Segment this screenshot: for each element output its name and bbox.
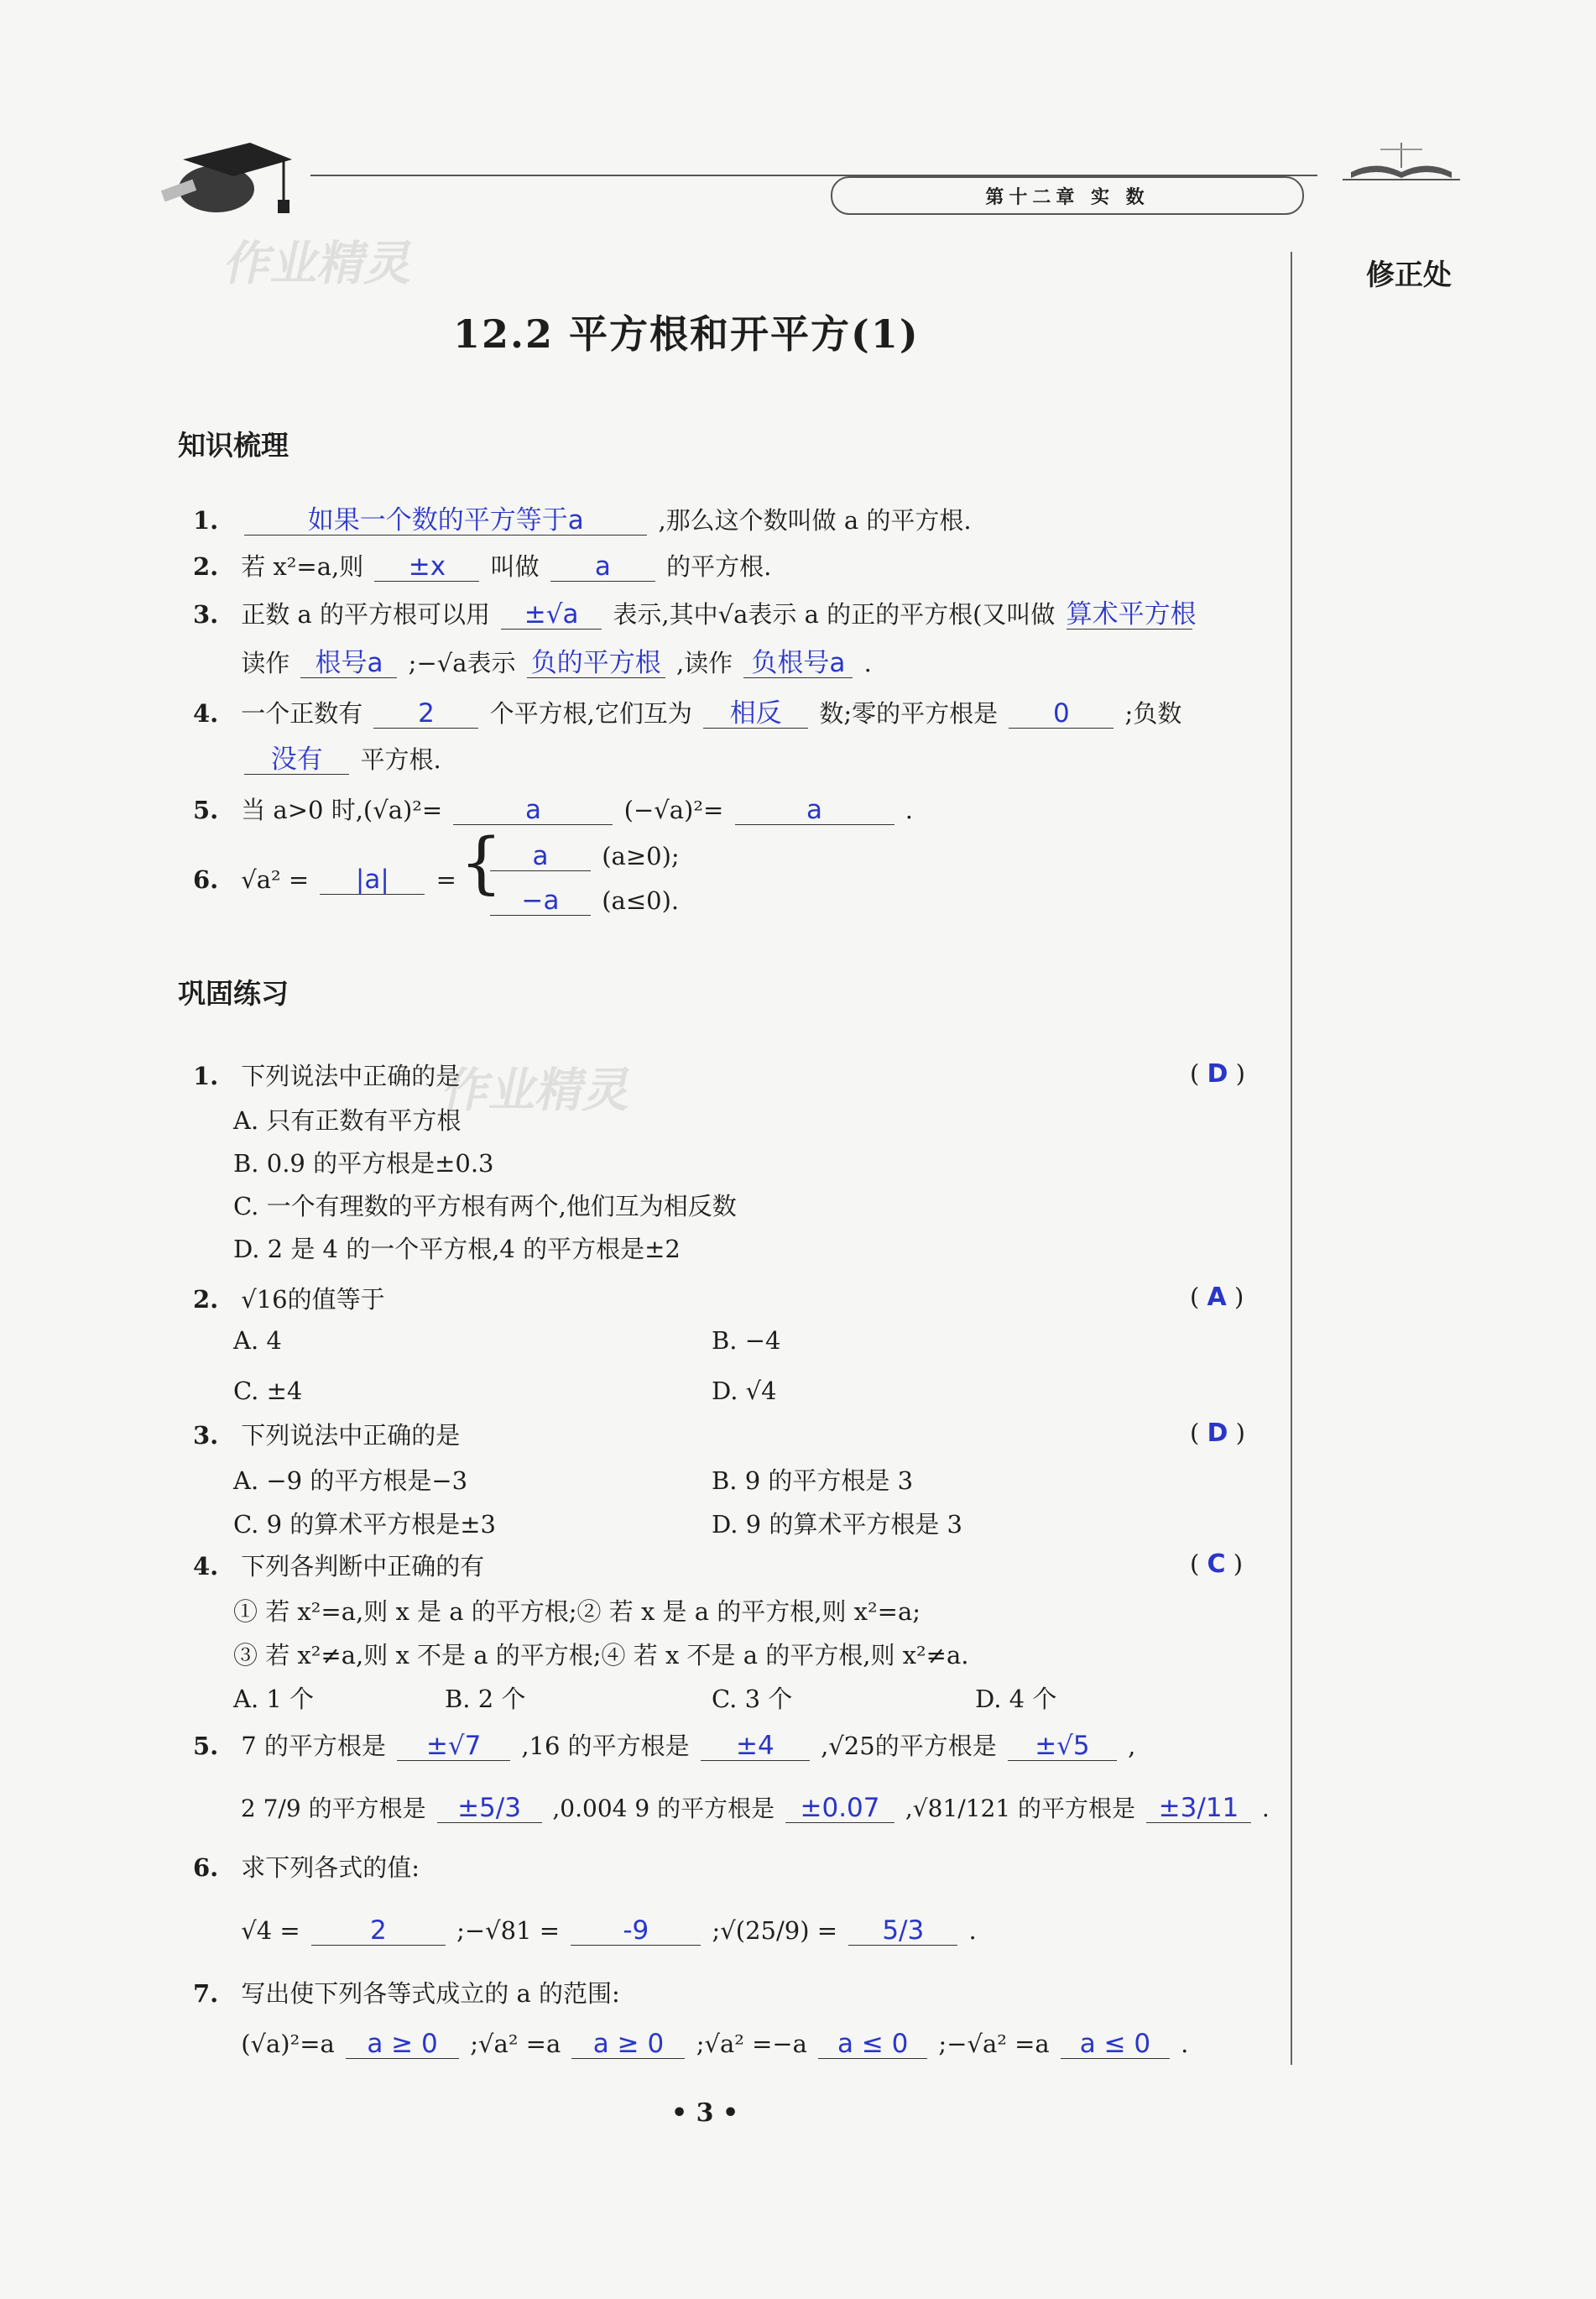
knowledge-q4: 4. 一个正数有 2 个平方根,它们互为 相反 数;零的平方根是 0 ;负数 xyxy=(193,698,1182,729)
answer-blank: 2 xyxy=(373,699,478,729)
answer-blank: a xyxy=(550,552,655,582)
page-number: • 3 • xyxy=(671,2098,739,2128)
option-a: A. 只有正数有平方根 xyxy=(233,1106,462,1135)
practice-q6: 6. 求下列各式的值: xyxy=(193,1853,420,1882)
option-c: C. ±4 xyxy=(233,1377,303,1405)
knowledge-q1: 1. 如果一个数的平方等于a ,那么这个数叫做 a 的平方根. xyxy=(193,505,972,536)
answer-blank: 没有 xyxy=(244,745,349,775)
watermark: 作业精灵 xyxy=(438,1063,638,1118)
answer-blank: 根号a xyxy=(300,649,397,678)
answer-blank: a xyxy=(735,796,894,825)
page-title: 12.2 平方根和开平方(1) xyxy=(453,311,920,357)
practice-q7: 7. 写出使下列各等式成立的 a 的范围: xyxy=(193,1979,620,2008)
answer-bracket: ( D ) xyxy=(1190,1059,1245,1089)
knowledge-q4-line2: 没有 平方根. xyxy=(193,743,441,776)
answer-blank: 0 xyxy=(1009,699,1114,729)
knowledge-q6-case1: a (a≥0); xyxy=(487,839,680,873)
answer-blank: ±x xyxy=(374,552,479,582)
answer-blank: a ≤ 0 xyxy=(818,2030,927,2059)
answer-blank: 负的平方根 xyxy=(527,649,665,678)
knowledge-q3-line2: 读作 根号a ;−√a表示 负的平方根 ,读作 负根号a . xyxy=(241,648,872,678)
answer-blank: ±√7 xyxy=(397,1732,510,1761)
answer-blank: 算术平方根 xyxy=(1066,599,1197,630)
option-d: D. 9 的算术平方根是 3 xyxy=(712,1510,962,1539)
practice-q2: 2. √16的值等于 xyxy=(193,1285,385,1314)
answer-blank: a xyxy=(453,796,613,825)
answer-blank: a xyxy=(490,842,591,871)
section-knowledge: 知识梳理 xyxy=(178,429,289,462)
option-a: A. −9 的平方根是−3 xyxy=(233,1466,468,1495)
answer-blank: ±√5 xyxy=(1008,1732,1117,1761)
option-d: D. 4 个 xyxy=(975,1685,1057,1713)
answer-blank: ±√a xyxy=(501,600,602,630)
practice-q5-line2: 2 7/9 的平方根是 ±5/3 ,0.004 9 的平方根是 ±0.07 ,√81/121 的平方根是 ±3/11 . xyxy=(240,1793,1270,1823)
practice-q4: 4. 下列各判断中正确的有 xyxy=(193,1552,485,1581)
practice-q1: 1. 下列说法中正确的是 xyxy=(193,1062,461,1090)
practice-q6-line2: √4 = 2 ;−√81 = -9 ;√(25/9) = 5/3 . xyxy=(241,1915,977,1946)
knowledge-q6-case2: −a (a≤0). xyxy=(487,884,679,917)
answer-blank: a ≥ 0 xyxy=(346,2030,459,2059)
graduation-cap-logo xyxy=(158,126,300,218)
margin-divider xyxy=(1291,252,1292,2065)
answer-blank: ±4 xyxy=(701,1732,810,1761)
knowledge-q3: 3. 正数 a 的平方根可以用 ±√a 表示,其中√a表示 a 的正的平方根(又叫做 算术平方根 xyxy=(193,599,1197,630)
practice-q7-line2: (√a)²=a a ≥ 0 ;√a² =a a ≥ 0 ;√a² =−a a ≤ 0 ;−√a² =a a ≤ 0 . xyxy=(241,2029,1189,2059)
option-b: B. 9 的平方根是 3 xyxy=(712,1466,914,1495)
answer-bracket: ( A ) xyxy=(1190,1283,1244,1312)
answer-blank: 5/3 xyxy=(848,1916,957,1946)
case-brace: { xyxy=(460,823,503,901)
answer-blank: 负根号a xyxy=(743,649,853,678)
option-a: A. 4 xyxy=(233,1326,282,1355)
knowledge-q2: 2. 若 x²=a,则 ±x 叫做 a 的平方根. xyxy=(193,551,772,582)
knowledge-q5: 5. 当 a>0 时,(√a)²= a (−√a)²= a . xyxy=(193,795,913,825)
option-a: A. 1 个 xyxy=(233,1685,315,1713)
statement-line: ① 若 x²=a,则 x 是 a 的平方根;② 若 x 是 a 的平方根,则 x²=a; xyxy=(233,1597,921,1626)
answer-blank: 相反 xyxy=(703,699,808,729)
answer-blank: a ≤ 0 xyxy=(1061,2030,1170,2059)
watermark: 作业精灵 xyxy=(220,237,420,291)
answer-blank: ±5/3 xyxy=(437,1794,542,1823)
statement-line: ③ 若 x²≠a,则 x 不是 a 的平方根;④ 若 x 不是 a 的平方根,则 x²≠a. xyxy=(233,1641,969,1669)
option-c: C. 一个有理数的平方根有两个,他们互为相反数 xyxy=(233,1192,737,1220)
answer-blank: ±3/11 xyxy=(1146,1794,1251,1823)
practice-q3: 3. 下列说法中正确的是 xyxy=(193,1421,461,1450)
answer-blank: −a xyxy=(490,886,591,916)
answer-blank: -9 xyxy=(571,1916,701,1946)
answer-blank: a ≥ 0 xyxy=(571,2030,685,2059)
option-c: C. 9 的算术平方根是±3 xyxy=(233,1510,497,1539)
option-b: B. 2 个 xyxy=(445,1685,526,1713)
chapter-header: 第十二章 实 数 xyxy=(831,176,1304,215)
answer-bracket: ( D ) xyxy=(1190,1419,1245,1448)
section-practice: 巩固练习 xyxy=(178,977,289,1010)
answer-blank: |a| xyxy=(320,865,425,895)
answer-blank: 如果一个数的平方等于a xyxy=(244,506,647,536)
option-b: B. 0.9 的平方根是±0.3 xyxy=(233,1149,494,1178)
option-d: D. 2 是 4 的一个平方根,4 的平方根是±2 xyxy=(233,1235,681,1263)
knowledge-q6: 6. √a² = |a| = xyxy=(193,865,456,895)
option-c: C. 3 个 xyxy=(712,1685,793,1713)
correction-label: 修正处 xyxy=(1366,259,1452,292)
open-book-icon xyxy=(1343,134,1460,185)
answer-blank: ±0.07 xyxy=(785,1794,894,1823)
practice-q5: 5. 7 的平方根是 ±√7 ,16 的平方根是 ±4 ,√25的平方根是 ±√5 , xyxy=(193,1731,1136,1761)
answer-bracket: ( C ) xyxy=(1190,1549,1244,1579)
answer-blank: 2 xyxy=(311,1916,446,1946)
option-b: B. −4 xyxy=(712,1326,781,1355)
option-d: D. √4 xyxy=(712,1377,777,1405)
